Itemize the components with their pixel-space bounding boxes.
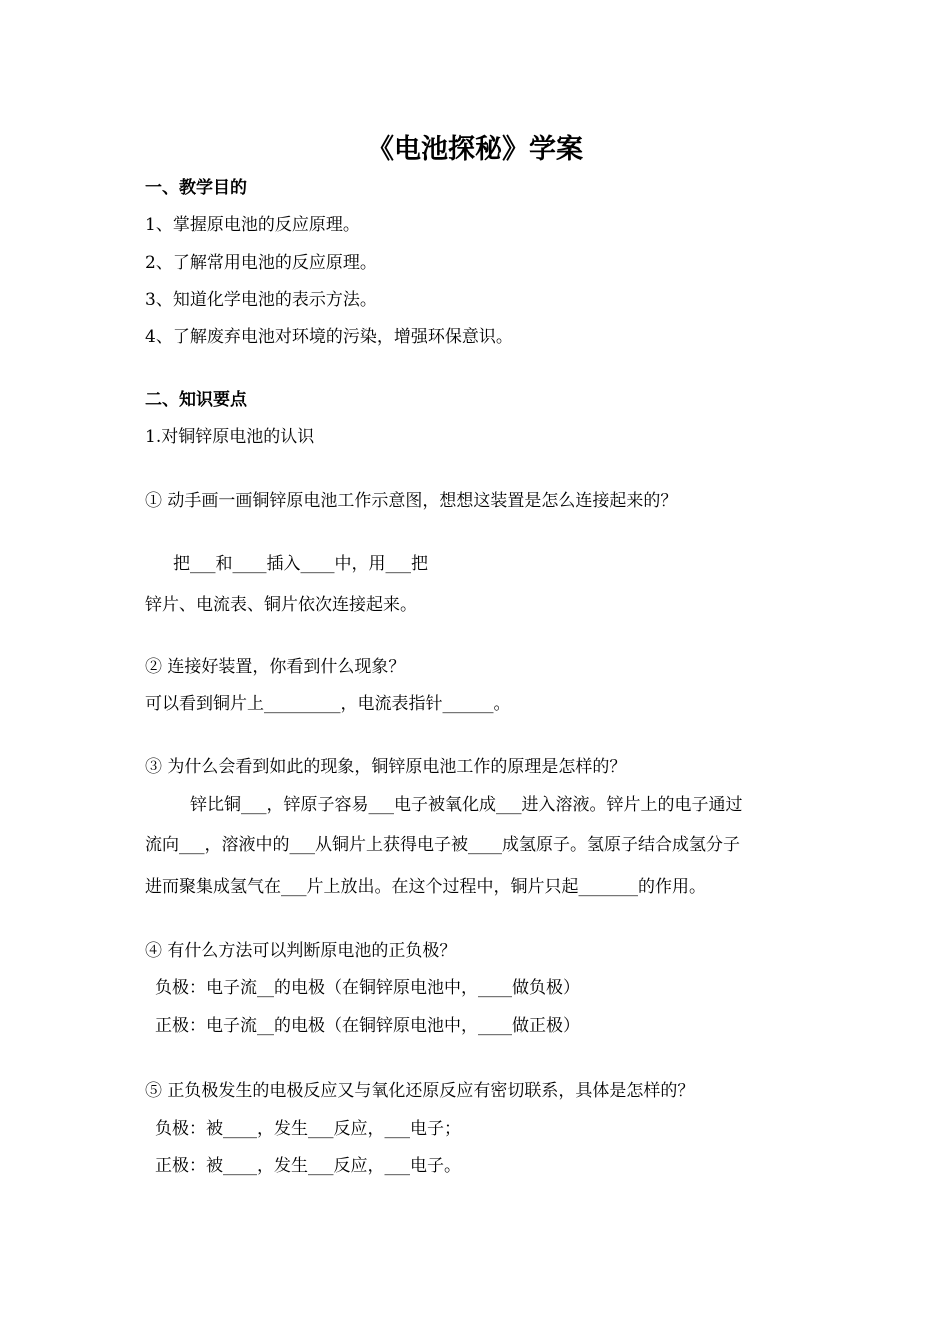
paragraph-line: 进而聚集成氢气在___片上放出。在这个过程中，铜片只起_______的作用。 <box>145 877 706 897</box>
subheading: 1.对铜锌原电池的认识 <box>145 427 315 447</box>
section-heading-objectives: 一、教学目的 <box>145 178 247 198</box>
question-1: ① 动手画一画铜锌原电池工作示意图，想想这装置是怎么连接起来的？ <box>145 491 678 511</box>
fill-blank-line: 锌片、电流表、铜片依次连接起来。 <box>145 595 417 615</box>
paragraph-line: 流向___，溶液中的___从铜片上获得电子被____成氢原子。氢原子结合成氢分子 <box>145 835 740 855</box>
fill-blank-line: 可以看到铜片上_________，电流表指针______。 <box>145 694 511 714</box>
question-2: ② 连接好装置，你看到什么现象？ <box>145 657 406 677</box>
objective-item: 4、了解废弃电池对环境的污染，增强环保意识。 <box>145 327 513 347</box>
objective-item: 1、掌握原电池的反应原理。 <box>145 215 360 235</box>
fill-blank-line: 正极：电子流__的电极（在铜锌原电池中，____做正极） <box>155 1016 580 1036</box>
section-heading-key-points: 二、知识要点 <box>145 390 247 410</box>
question-4: ④ 有什么方法可以判断原电池的正负极？ <box>145 941 457 961</box>
question-5: ⑤ 正负极发生的电极反应又与氧化还原反应有密切联系，具体是怎样的？ <box>145 1081 695 1101</box>
page-title: 《电池探秘》学案 <box>367 134 583 165</box>
fill-blank-line: 正极：被____，发生___反应，___电子。 <box>155 1156 461 1176</box>
objective-item: 2、了解常用电池的反应原理。 <box>145 253 377 273</box>
objective-item: 3、知道化学电池的表示方法。 <box>145 290 377 310</box>
fill-blank-line: 负极：被____，发生___反应，___电子； <box>155 1119 461 1139</box>
paragraph-line: 锌比铜___，锌原子容易___电子被氧化成___进入溶液。锌片上的电子通过 <box>190 795 743 815</box>
question-3: ③ 为什么会看到如此的现象，铜锌原电池工作的原理是怎样的？ <box>145 757 627 777</box>
fill-blank-line: 把___和____插入____中，用___把 <box>173 554 428 574</box>
fill-blank-line: 负极：电子流__的电极（在铜锌原电池中，____做负极） <box>155 978 580 998</box>
